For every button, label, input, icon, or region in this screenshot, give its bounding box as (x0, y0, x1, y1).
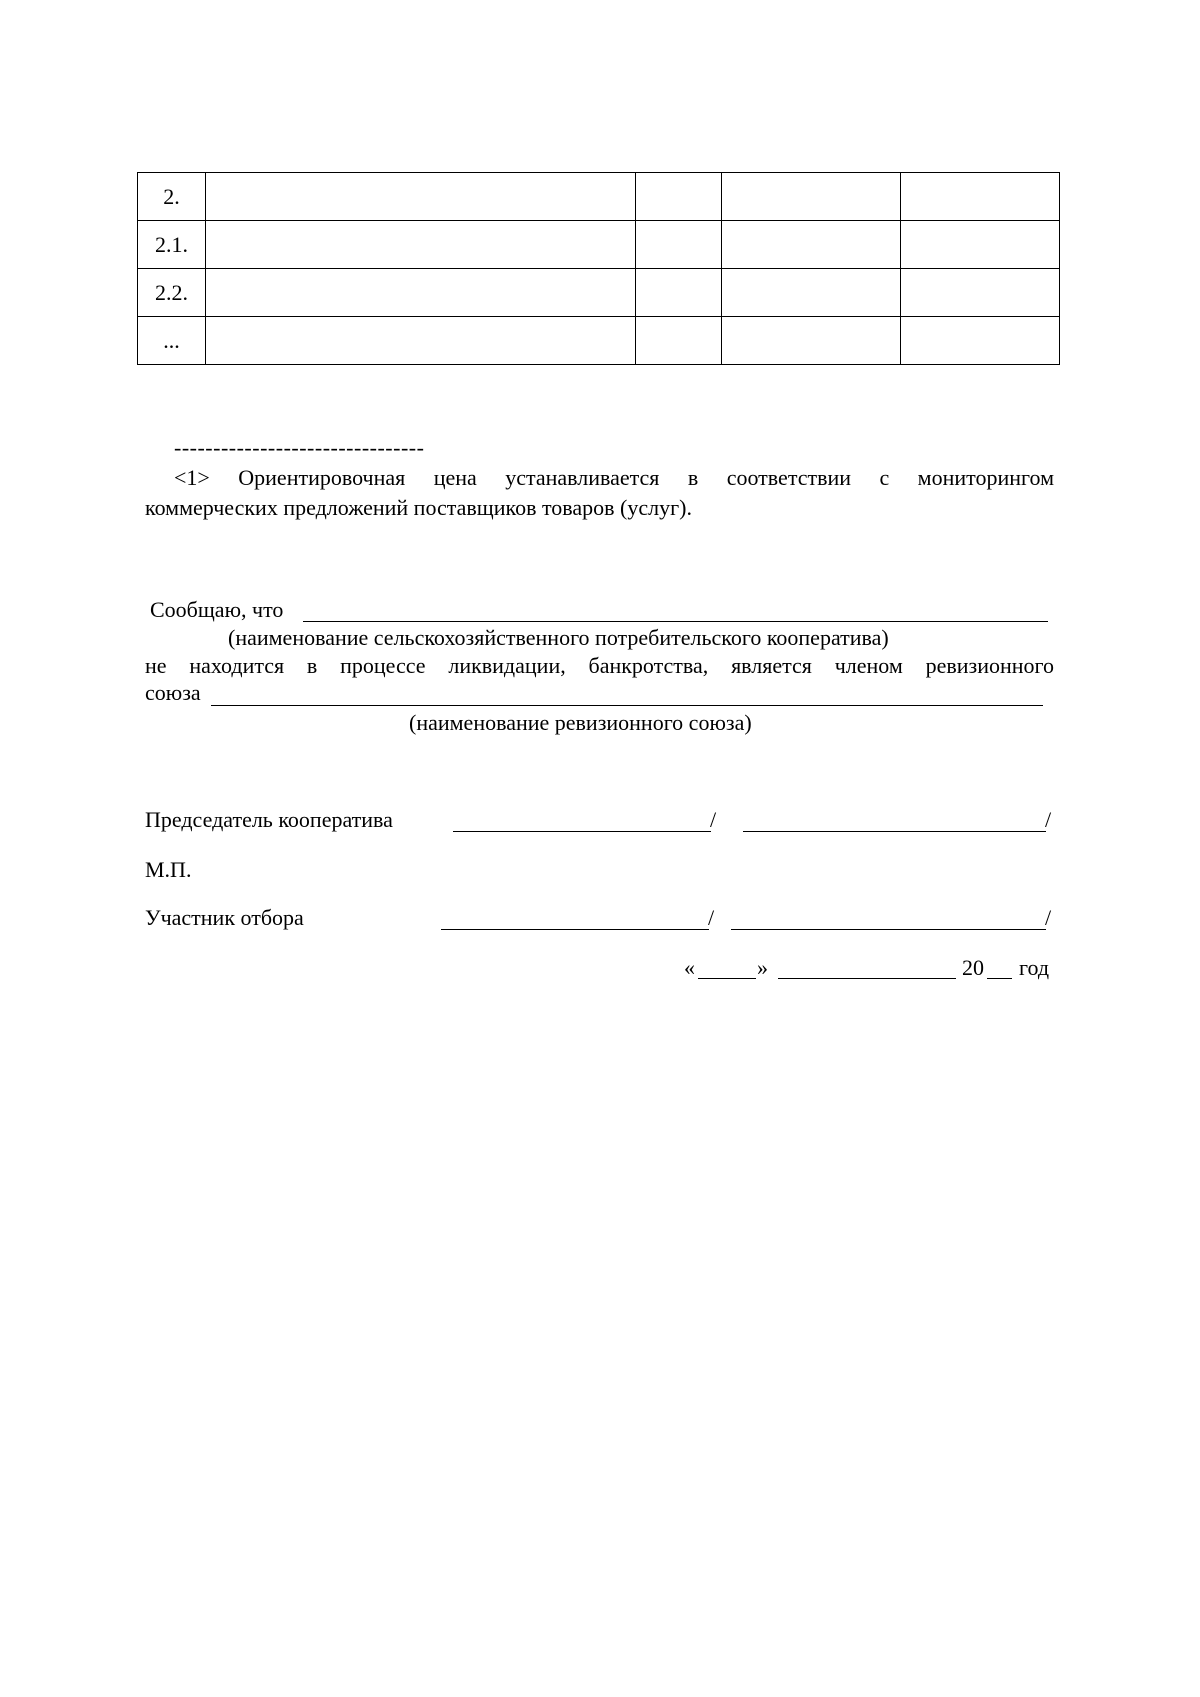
date-year-suffix: год (1019, 955, 1050, 980)
participant-signature-line (441, 929, 709, 930)
date-month-line (778, 978, 956, 979)
table-cell (722, 173, 901, 221)
table-row (138, 269, 1060, 317)
date-close-quote: » (757, 955, 768, 980)
table-cell (722, 269, 901, 317)
participant-slash-2: / (1045, 905, 1052, 930)
coop-name-caption: (наименование сельскохозяйственного потребительского кооператива) (228, 625, 889, 650)
table-row (138, 173, 1060, 221)
date-day-line (698, 978, 756, 979)
date-open-quote: « (684, 955, 695, 980)
stamp-label: М.П. (145, 857, 192, 882)
table-cell (901, 173, 1060, 221)
participant-label: Участник отбора (145, 905, 304, 930)
footnote-line-1: <1> Ориентировочная цена устанавливается в соответствии с мониторингом (174, 465, 1054, 490)
table-cell (636, 269, 722, 317)
table-cell (901, 221, 1060, 269)
table-row (138, 221, 1060, 269)
table-cell (901, 317, 1060, 365)
row-number-cell: ... (138, 317, 206, 365)
table-cell (636, 221, 722, 269)
table-cell (722, 317, 901, 365)
coop-name-line (303, 621, 1048, 622)
table-cell (636, 317, 722, 365)
participant-name-line (731, 929, 1046, 930)
chairman-slash-2: / (1045, 807, 1052, 832)
chairman-signature-line (453, 831, 711, 832)
chairman-label: Председатель кооператива (145, 807, 393, 832)
table-cell (206, 221, 636, 269)
row-number-cell: 2. (138, 173, 206, 221)
table-cell (206, 269, 636, 317)
footnote-line-2: коммерческих предложений поставщиков товаров (услуг). (145, 495, 692, 520)
statement-prefix: Сообщаю, что (150, 597, 284, 622)
union-label: союза (145, 680, 201, 705)
statement-line-2: не находится в процессе ликвидации, банкротства, является членом ревизионного (145, 653, 1054, 678)
table-cell (206, 173, 636, 221)
union-name-caption: (наименование ревизионного союза) (409, 710, 752, 735)
goods-table (137, 172, 1060, 365)
table-cell (206, 317, 636, 365)
table-cell (901, 269, 1060, 317)
table-cell (722, 221, 901, 269)
chairman-slash-1: / (710, 807, 717, 832)
chairman-name-line (743, 831, 1046, 832)
row-number-cell: 2.2. (138, 269, 206, 317)
table-row (138, 317, 1060, 365)
date-year-prefix: 20 (962, 955, 984, 980)
date-year-line (987, 978, 1012, 979)
union-name-line (211, 705, 1043, 706)
row-number-cell: 2.1. (138, 221, 206, 269)
table-cell (636, 173, 722, 221)
participant-slash-1: / (708, 905, 715, 930)
footnote-separator: -------------------------------- (174, 435, 425, 460)
